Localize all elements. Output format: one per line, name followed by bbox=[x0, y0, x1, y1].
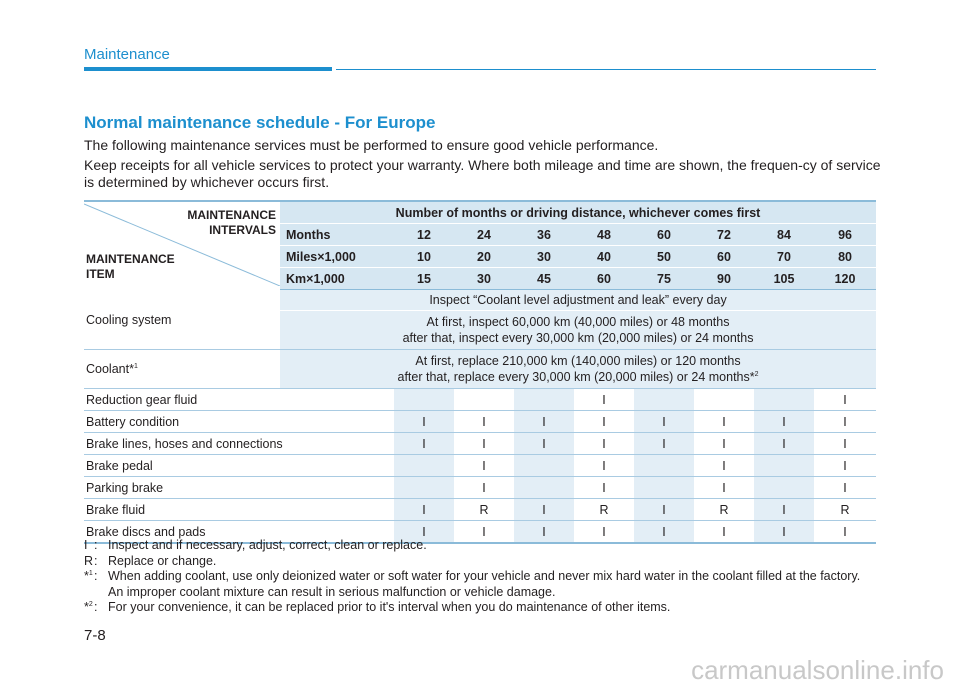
legend-footnote-2: *$^2$ : For your convenience, it can be replaced prior to it's interval when you do maintenance of other items. bbox=[84, 600, 876, 616]
interval-cell: I bbox=[634, 411, 694, 433]
interval-cell: I bbox=[394, 433, 454, 455]
interval-cell: R bbox=[574, 499, 634, 521]
coolant-note-line1: At first, replace 210,000 km (140,000 miles) or 120 months bbox=[415, 354, 741, 368]
interval-cell bbox=[514, 389, 574, 411]
item-name: Parking brake bbox=[84, 477, 394, 499]
legend bbox=[84, 538, 876, 616]
months-value: 84 bbox=[754, 224, 814, 246]
km-value: 75 bbox=[634, 268, 694, 290]
table-corner-header bbox=[84, 201, 280, 290]
months-value: 36 bbox=[514, 224, 574, 246]
interval-cell bbox=[454, 389, 514, 411]
interval-cell: I bbox=[454, 455, 514, 477]
interval-cell bbox=[634, 455, 694, 477]
interval-cell: I bbox=[454, 477, 514, 499]
interval-cell: R bbox=[694, 499, 754, 521]
intervals-label-line2: INTERVALS bbox=[209, 223, 276, 237]
coolant-footnote-ref: 1 bbox=[133, 362, 138, 370]
months-value: 48 bbox=[574, 224, 634, 246]
legend-text: Inspect and if necessary, adjust, correct, clean or replace. bbox=[108, 538, 427, 552]
table-row bbox=[84, 455, 876, 477]
km-value: 45 bbox=[514, 268, 574, 290]
km-value: 60 bbox=[574, 268, 634, 290]
miles-value: 30 bbox=[514, 246, 574, 268]
interval-cell: I bbox=[814, 411, 876, 433]
km-value: 15 bbox=[394, 268, 454, 290]
legend-key: I bbox=[84, 538, 88, 552]
interval-cell: I bbox=[574, 455, 634, 477]
coolant-note-line2-wrap bbox=[280, 369, 876, 385]
interval-cell bbox=[394, 389, 454, 411]
months-value: 72 bbox=[694, 224, 754, 246]
interval-cell: I bbox=[454, 433, 514, 455]
miles-value: 40 bbox=[574, 246, 634, 268]
miles-value: 10 bbox=[394, 246, 454, 268]
table-row bbox=[84, 411, 876, 433]
coolant-label: Coolant* bbox=[86, 362, 134, 376]
legend-footnote-1: *$^1$ : When adding coolant, use only deionized water or soft water for your vehicle and never mix hard water in the coolant filled at the factory. An improper coolant mixture can result in serious malfunction or vehicle damage. bbox=[84, 569, 876, 600]
legend-inspect: I : Inspect and if necessary, adjust, correct, clean or replace. bbox=[84, 538, 876, 554]
interval-cell: I bbox=[394, 521, 454, 544]
legend-key: R bbox=[84, 553, 94, 568]
km-value: 105 bbox=[754, 268, 814, 290]
interval-cell: I bbox=[754, 499, 814, 521]
cooling-note-daily: Inspect “Coolant level adjustment and leak” every day bbox=[280, 290, 876, 311]
legend-text: Replace or change. bbox=[108, 553, 217, 568]
miles-value: 50 bbox=[634, 246, 694, 268]
legend-text: When adding coolant, use only deionized water or soft water for your vehicle and never mix hard water in the coolant filled at the factory. An improper coolant mixture can result in serious malfunction or vehicle damage. bbox=[108, 569, 861, 599]
table-row bbox=[84, 389, 876, 411]
item-name: Brake discs and pads bbox=[84, 521, 394, 544]
months-value: 96 bbox=[814, 224, 876, 246]
table-row bbox=[84, 433, 876, 455]
cooling-note-line2: after that, inspect every 30,000 km (20,000 miles) or 24 months bbox=[402, 331, 754, 345]
interval-cell: I bbox=[514, 433, 574, 455]
interval-cell: I bbox=[814, 433, 876, 455]
intro-paragraph-1: The following maintenance services must be performed to ensure good vehicle performance. bbox=[84, 137, 659, 153]
table-row bbox=[84, 499, 876, 521]
intro-paragraph-2: Keep receipts for all vehicle services to protect your warranty. Where both mileage and time are shown, the frequen-cy of service is determined by whichever occurs first. bbox=[84, 157, 881, 190]
cooling-note-line1: At first, inspect 60,000 km (40,000 miles) or 48 months bbox=[426, 315, 730, 329]
interval-cell: I bbox=[574, 433, 634, 455]
miles-value: 20 bbox=[454, 246, 514, 268]
interval-cell bbox=[394, 455, 454, 477]
km-value: 30 bbox=[454, 268, 514, 290]
interval-cell: I bbox=[814, 389, 876, 411]
interval-span-header: Number of months or driving distance, whichever comes first bbox=[280, 201, 876, 224]
interval-cell: I bbox=[574, 389, 634, 411]
months-value: 24 bbox=[454, 224, 514, 246]
interval-cell: I bbox=[694, 433, 754, 455]
maintenance-schedule-table bbox=[84, 200, 876, 544]
interval-cell: I bbox=[394, 499, 454, 521]
interval-cell bbox=[634, 389, 694, 411]
miles-value: 80 bbox=[814, 246, 876, 268]
interval-cell: I bbox=[394, 411, 454, 433]
coolant-note-line2: after that, replace every 30,000 km (20,000 miles) or 24 months* bbox=[397, 370, 755, 384]
interval-cell: I bbox=[814, 521, 876, 544]
interval-cell: I bbox=[454, 411, 514, 433]
item-name: Reduction gear fluid bbox=[84, 389, 394, 411]
interval-cell bbox=[394, 477, 454, 499]
interval-cell: I bbox=[754, 521, 814, 544]
page-heading: Normal maintenance schedule - For Europe bbox=[84, 113, 436, 132]
interval-cell: I bbox=[574, 411, 634, 433]
legend-replace: R : Replace or change. bbox=[84, 554, 876, 570]
item-label-line1: MAINTENANCE bbox=[86, 252, 175, 266]
item-label bbox=[86, 252, 175, 282]
interval-cell bbox=[754, 477, 814, 499]
coolant-note bbox=[280, 350, 876, 389]
cooling-note-schedule bbox=[280, 311, 876, 350]
item-name: Brake lines, hoses and connections bbox=[84, 433, 394, 455]
interval-cell: I bbox=[514, 521, 574, 544]
legend-text: For your convenience, it can be replaced prior to it's interval when you do maintenance of other items. bbox=[108, 600, 671, 614]
item-name: Battery condition bbox=[84, 411, 394, 433]
interval-cell: I bbox=[514, 499, 574, 521]
legend-key: *$^1$ bbox=[84, 569, 93, 583]
section-title: Maintenance bbox=[84, 46, 170, 63]
item-coolant bbox=[84, 350, 280, 389]
months-value: 12 bbox=[394, 224, 454, 246]
header-rule-thin bbox=[336, 69, 876, 70]
legend-key: *$^2$ bbox=[84, 600, 93, 614]
interval-cell: I bbox=[634, 521, 694, 544]
miles-value: 70 bbox=[754, 246, 814, 268]
interval-cell: I bbox=[694, 411, 754, 433]
interval-cell bbox=[514, 455, 574, 477]
interval-cell: I bbox=[574, 521, 634, 544]
intervals-label bbox=[187, 208, 276, 238]
miles-value: 60 bbox=[694, 246, 754, 268]
table-row bbox=[84, 477, 876, 499]
interval-cell: I bbox=[634, 499, 694, 521]
interval-cell: I bbox=[694, 521, 754, 544]
item-name: Brake pedal bbox=[84, 455, 394, 477]
interval-cell: I bbox=[574, 477, 634, 499]
interval-cell bbox=[634, 477, 694, 499]
km-value: 90 bbox=[694, 268, 754, 290]
interval-cell: I bbox=[814, 477, 876, 499]
months-label: Months bbox=[280, 224, 394, 246]
intervals-label-line1: MAINTENANCE bbox=[187, 208, 276, 222]
page-number: 7-8 bbox=[84, 627, 106, 644]
km-value: 120 bbox=[814, 268, 876, 290]
interval-cell: R bbox=[814, 499, 876, 521]
km-label: Km×1,000 bbox=[280, 268, 394, 290]
interval-cell bbox=[514, 477, 574, 499]
item-name: Brake fluid bbox=[84, 499, 394, 521]
months-value: 60 bbox=[634, 224, 694, 246]
interval-cell: R bbox=[454, 499, 514, 521]
interval-cell: I bbox=[694, 455, 754, 477]
miles-label: Miles×1,000 bbox=[280, 246, 394, 268]
interval-cell: I bbox=[454, 521, 514, 544]
interval-cell bbox=[754, 389, 814, 411]
interval-cell: I bbox=[754, 433, 814, 455]
interval-cell: I bbox=[814, 455, 876, 477]
item-label-line2: ITEM bbox=[86, 267, 115, 281]
interval-cell: I bbox=[694, 477, 754, 499]
item-cooling-system: Cooling system bbox=[84, 290, 280, 350]
watermark: carmanualsonline.info bbox=[691, 655, 944, 685]
interval-cell: I bbox=[754, 411, 814, 433]
header-rule-thick bbox=[84, 67, 332, 71]
interval-cell: I bbox=[634, 433, 694, 455]
interval-cell: I bbox=[514, 411, 574, 433]
interval-cell bbox=[754, 455, 814, 477]
interval-cell bbox=[694, 389, 754, 411]
coolant-note-footnote-ref: 2 bbox=[754, 370, 759, 378]
